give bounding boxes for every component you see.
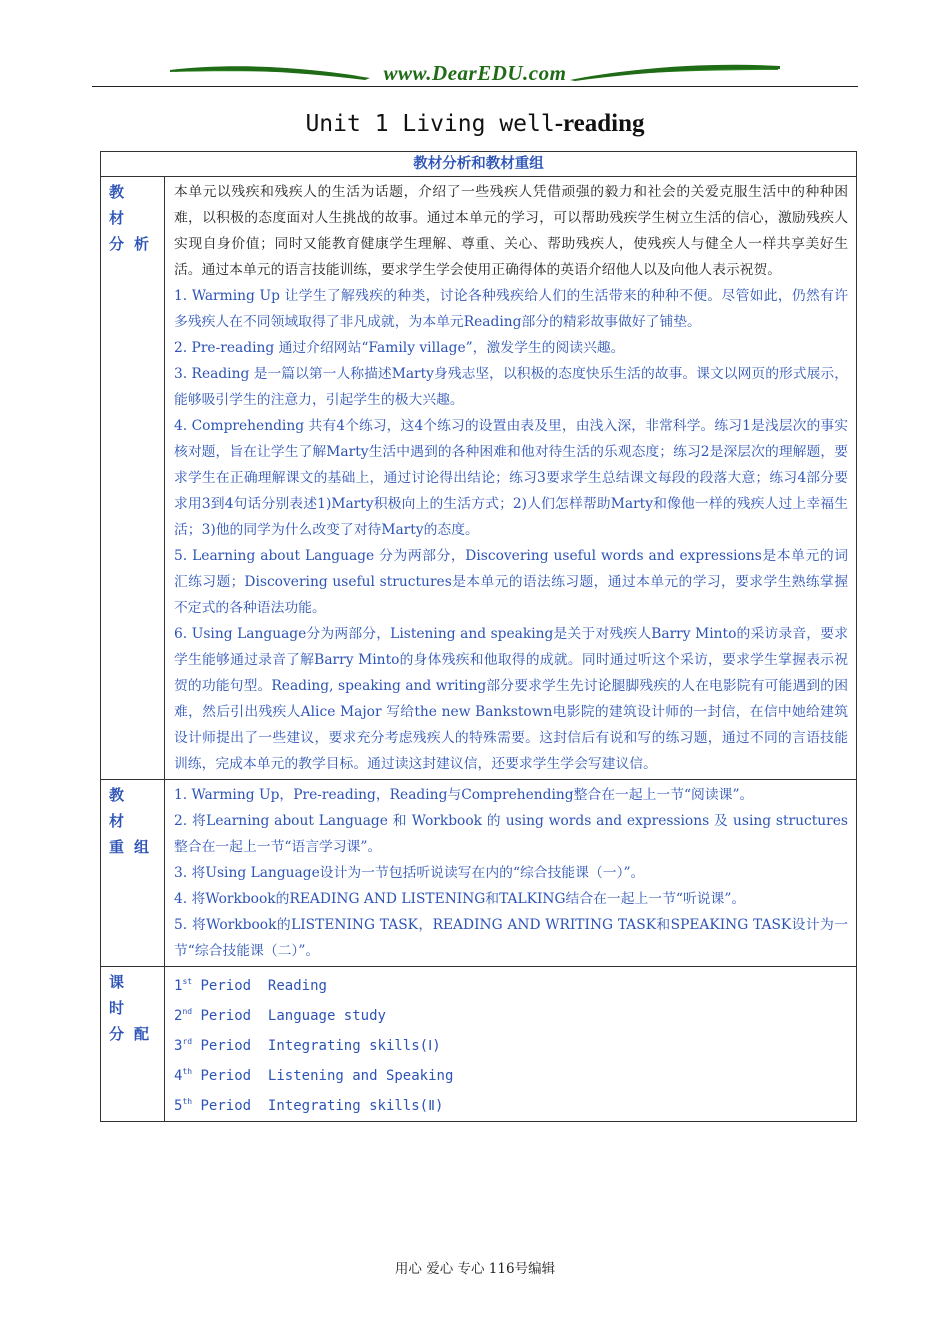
period-number: 3	[174, 1038, 183, 1054]
analysis-item: 1. Warming Up 让学生了解残疾的种类，讨论各种残疾给人们的生活带来的种种不便。尽管如此，仍然有许多残疾人在不同领域取得了非凡成就，为本单元Reading部分的精彩故事做好了铺垫。	[174, 288, 848, 330]
period-ordinal: st	[182, 977, 193, 986]
period-number: 5	[174, 1098, 183, 1114]
analysis-item: 3. Reading 是一篇以第一人称描述Marty身残志坚，以积极的态度快乐生活的故事。课文以网页的形式展示，能够吸引学生的注意力，引起学生的极大兴趣。	[174, 366, 848, 408]
reorganization-item: 1. Warming Up，Pre-reading，Reading与Comprehending整合在一起上一节“阅读课”。	[174, 787, 754, 803]
period-text: Period Integrating skills(Ⅱ)	[192, 1098, 444, 1114]
period-text: Period Reading	[192, 978, 327, 994]
reorganization-content	[165, 780, 857, 967]
row-label-line: 分配	[109, 1025, 160, 1043]
period-item	[174, 1029, 848, 1059]
row-label-schedule	[101, 967, 165, 1122]
header-divider	[92, 86, 858, 87]
row-label-line: 重组	[109, 838, 160, 856]
period-item	[174, 1059, 848, 1089]
reorganization-item: 4. 将Workbook的READING AND LISTENING和TALKING结合在一起上一节“听说课”。	[174, 891, 746, 907]
table-row	[101, 780, 857, 967]
reorganization-item: 2. 将Learning about Language 和 Workbook 的 using words and expressions 及 using structures整合在一起上一节“语言学习课”。	[174, 813, 848, 855]
table-header: 教材分析和教材重组	[101, 152, 857, 177]
reorganization-item: 3. 将Using Language设计为一节包括听说读写在内的“综合技能课（一）”。	[174, 865, 645, 881]
title-main: Unit 1 Living well	[305, 111, 555, 137]
logo-text: www.DearEDU.com	[383, 61, 567, 85]
analysis-intro: 本单元以残疾和残疾人的生活为话题，介绍了一些残疾人凭借顽强的毅力和社会的关爱克服生活中的种种困难，以积极的态度面对人生挑战的故事。通过本单元的学习，可以帮助残疾学生树立生活的信心，激励残疾人实现自身价值；同时又能教育健康学生理解、尊重、关心、帮助残疾人，使残疾人与健全人一样共享美好生活。通过本单元的语言技能训练，要求学生学会使用正确得体的英语介绍他人以及向他人表示祝贺。	[174, 184, 848, 278]
analysis-content	[165, 177, 857, 780]
page-title	[0, 110, 950, 138]
row-label-line: 分析	[109, 235, 160, 253]
analysis-item: 4. Comprehending 共有4个练习，这4个练习的设置由表及里，由浅入深，非常科学。练习1是浅层次的事实核对题，旨在让学生了解Marty生活中遇到的各种困难和他对待生活的乐观态度；练习2是深层次的理解题，要求学生在正确理解课文的基础上，通过讨论得出结论；练习3要求学生总结课文每段的段落大意；练习4部分要求用3到4句话分别表述1)Marty积极向上的生活方式；2)人们怎样帮助Marty和像他一样的残疾人过上幸福生活；3)他的同学为什么改变了对待Marty的态度。	[174, 418, 848, 538]
period-text: Period Integrating skills(Ⅰ)	[192, 1038, 441, 1054]
analysis-item: 5. Learning about Language 分为两部分，Discovering useful words and expressions是本单元的词汇练习题；Discovering useful structures是本单元的语法练习题，通过本单元的学习，要求学生熟练掌握不定式的各种语法功能。	[174, 548, 848, 616]
period-ordinal: th	[182, 1067, 193, 1076]
period-text: Period Language study	[192, 1008, 386, 1024]
period-text: Period Listening and Speaking	[192, 1068, 454, 1084]
page-footer: 用心 爱心 专心 116号编辑	[394, 1261, 556, 1277]
period-item	[174, 1089, 848, 1119]
period-ordinal: rd	[182, 1037, 193, 1046]
period-number: 2	[174, 1008, 183, 1024]
period-item	[174, 969, 848, 999]
table-row	[101, 967, 857, 1122]
period-ordinal: th	[182, 1097, 193, 1106]
period-number: 4	[174, 1068, 183, 1084]
analysis-item: 2. Pre-reading 通过介绍网站“Family village”，激发学生的阅读兴趣。	[174, 340, 625, 356]
period-ordinal: nd	[182, 1007, 193, 1016]
row-label-reorganization	[101, 780, 165, 967]
lesson-plan-table	[100, 151, 857, 1122]
title-suffix: -reading	[554, 110, 645, 137]
analysis-item: 6. Using Language分为两部分，Listening and speaking是关于对残疾人Barry Minto的采访录音，要求学生能够通过录音了解Barry Minto的身体残疾和他取得的成就。同时通过听这个采访，要求学生掌握表示祝贺的功能句型。Reading, speaking and writing部分要求学生先讨论腿脚残疾的人在电影院有可能遇到的困难，然后引出残疾人Alice Major 写给the new Bankstown电影院的建筑设计师的一封信，在信中她给建筑设计师提出了一些建议，要求充分考虑残疾人的特殊需要。这封信后有说和写的练习题，通过不同的言语技能训练，完成本单元的教学目标。通过读这封建议信，还要求学生学会写建议信。	[174, 626, 848, 772]
row-label-analysis	[101, 177, 165, 780]
table-row	[101, 177, 857, 780]
period-number: 1	[174, 978, 183, 994]
reorganization-item: 5. 将Workbook的LISTENING TASK，READING AND WRITING TASK和SPEAKING TASK设计为一节“综合技能课（二）”。	[174, 917, 848, 959]
row-label-line: 教 材	[109, 183, 135, 227]
row-label-line: 教 材	[109, 786, 135, 830]
schedule-content	[165, 967, 857, 1122]
row-label-line: 课 时	[109, 973, 135, 1017]
period-item	[174, 999, 848, 1029]
